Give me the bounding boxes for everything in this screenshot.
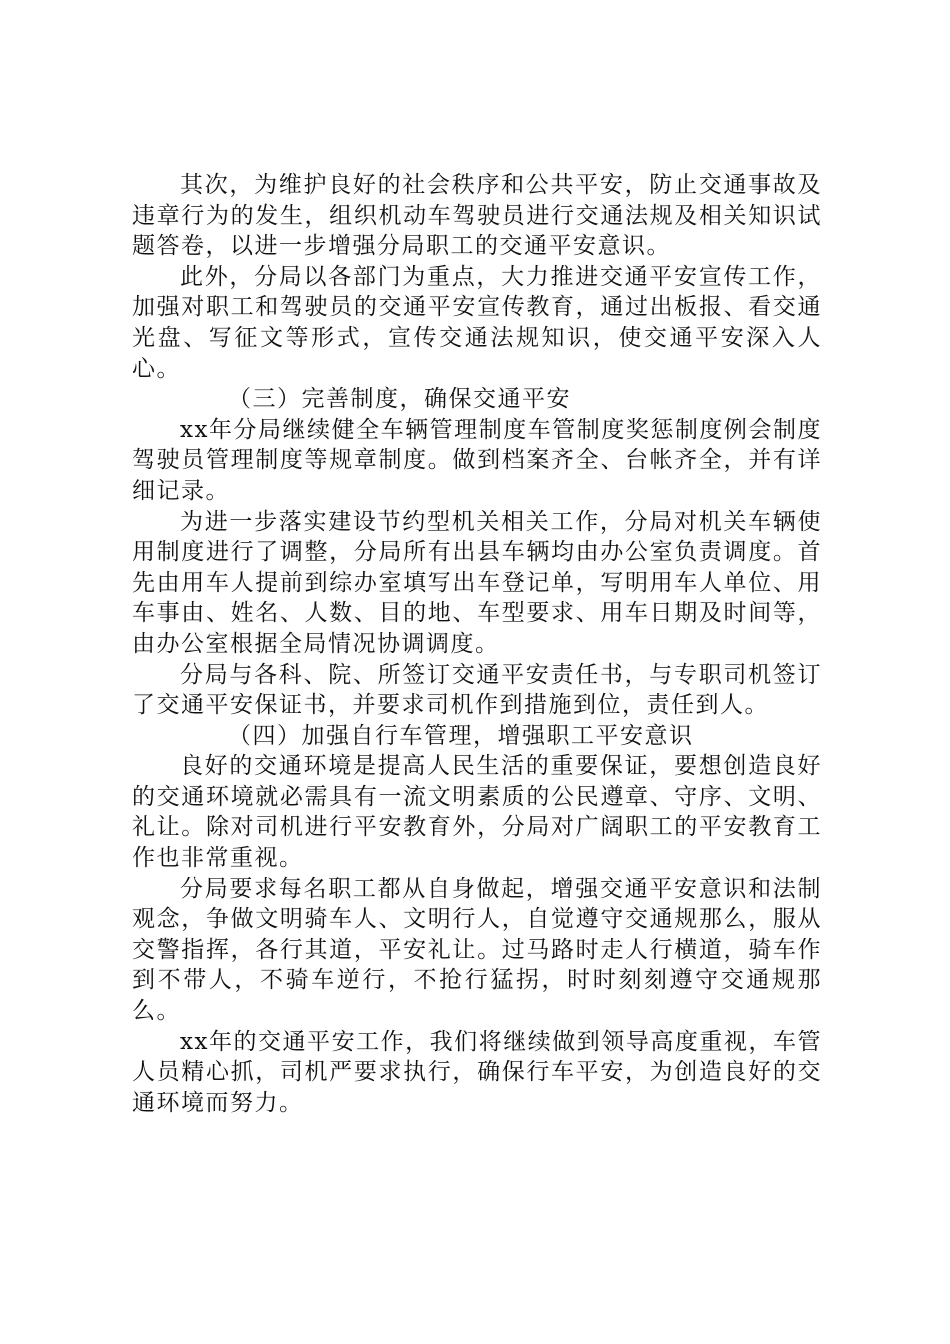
section-heading-3-text: （三）完善制度，确保交通平安: [228, 386, 571, 413]
paragraph-6: 分局与各科、院、所签订交通平安责任书，与专职司机签订了交通平安保证书，并要求司机作到措施到位，责任到人。: [132, 661, 822, 719]
section-heading-4: [132, 721, 822, 752]
section-heading-4-text: （四）加强自行车管理，增强职工平安意识: [228, 722, 694, 749]
paragraph-1: 其次，为维护良好的社会秩序和公共平安，防止交通事故及违章行为的发生，组织机动车驾驶员进行交通法规及相关知识试题答卷，以进一步增强分局职工的交通平安意识。: [132, 172, 822, 260]
section-heading-3: [132, 384, 822, 415]
paragraph-2: 此外，分局以各部门为重点，大力推进交通平安宣传工作，加强对职工和驾驶员的交通平安宣传教育，通过出板报、看交通光盘、写征文等形式，宣传交通法规知识，使交通平安深入人心。: [132, 263, 822, 382]
paragraph-10: xx年的交通平安工作，我们将继续做到领导高度重视，车管人员精心抓，司机严要求执行，确保行车平安，为创造良好的交通环境而努力。: [132, 1028, 822, 1116]
paragraph-8: 良好的交通环境是提高人民生活的重要保证，要想创造良好的交通环境就必需具有一流文明素质的公民遵章、守序、文明、礼让。除对司机进行平安教育外，分局对广阔职工的平安教育工作也非常重视。: [132, 753, 822, 872]
paragraph-9: 分局要求每名职工都从自身做起，增强交通平安意识和法制观念，争做文明骑车人、文明行人，自觉遵守交通规那么，服从交警指挥，各行其道，平安礼让。过马路时走人行横道，骑车作到不带人，不骑车逆行，不抢行猛拐，时时刻刻遵守交通规那么。: [132, 875, 822, 1025]
paragraph-4: xx年分局继续健全车辆管理制度车管制度奖惩制度例会制度驾驶员管理制度等规章制度。做到档案齐全、台帐齐全，并有详细记录。: [132, 416, 822, 504]
paragraph-5: 为进一步落实建设节约型机关相关工作，分局对机关车辆使用制度进行了调整，分局所有出县车辆均由办公室负责调度。首先由用车人提前到综办室填写出车登记单，写明用车人单位、用车事由、姓名、人数、目的地、车型要求、用车日期及时间等，由办公室根据全局情况协调调度。: [132, 508, 822, 657]
document-page: [132, 170, 822, 1118]
